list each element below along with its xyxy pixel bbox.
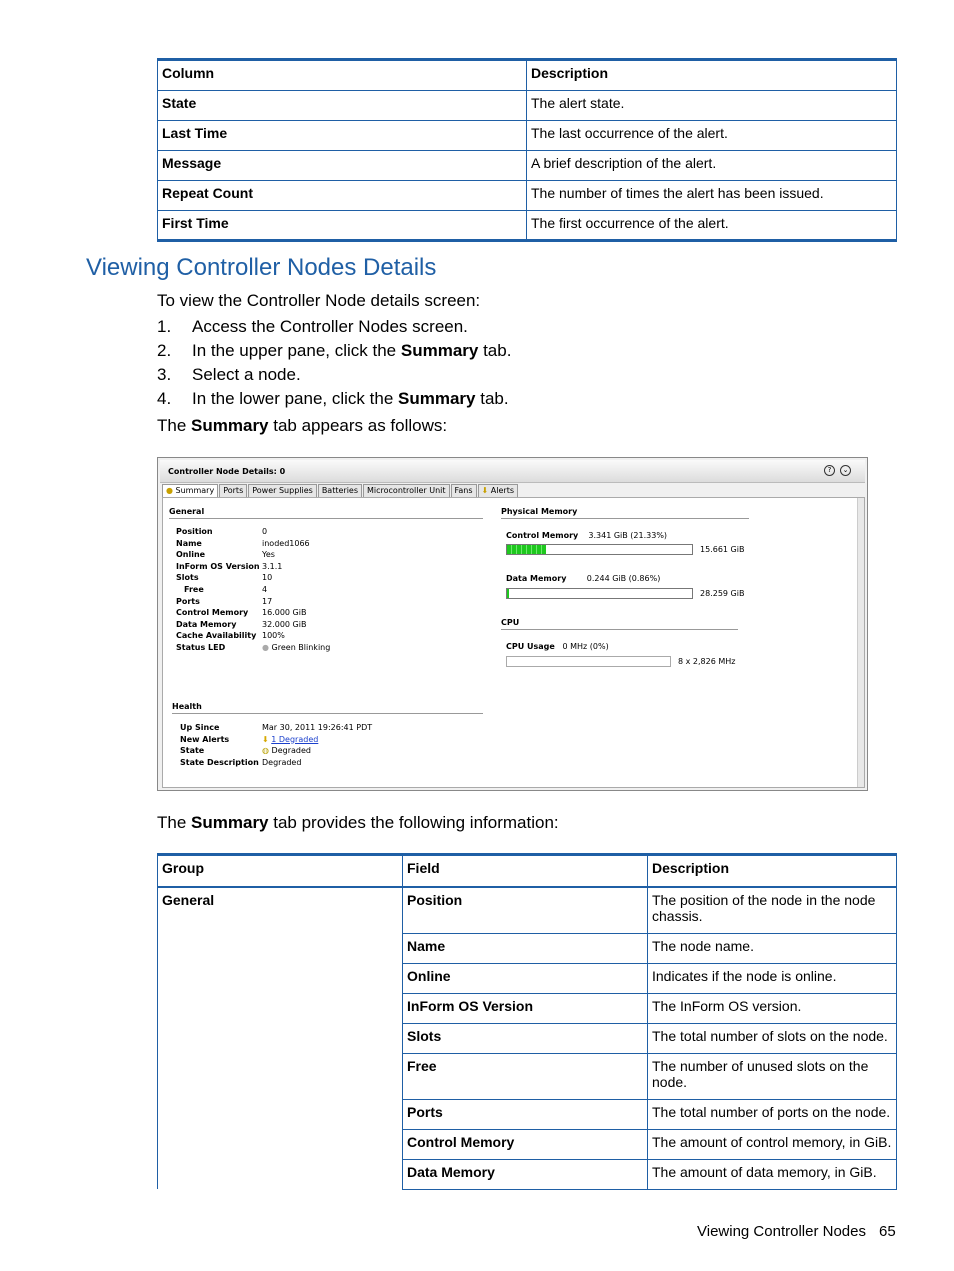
summary-fields-table xyxy=(157,853,897,1190)
list-item: 4. In the lower pane, click the Summary tab. xyxy=(157,389,509,408)
summary-panel xyxy=(162,497,865,788)
steps-list xyxy=(157,315,511,411)
tab-power-supplies: Power Supplies xyxy=(248,484,317,497)
description-cell: The total number of ports on the node. xyxy=(648,1099,897,1129)
header-cell: Group xyxy=(158,855,403,888)
control-memory-label: Control Memory 3.341 GiB (21.33%) xyxy=(506,531,668,540)
control-memory-total: 15.661 GiB xyxy=(700,545,745,554)
description-cell: The amount of data memory, in GiB. xyxy=(648,1159,897,1189)
data-memory-label: Data Memory 0.244 GiB (0.86%) xyxy=(506,574,661,583)
description-cell: The position of the node in the node chassis. xyxy=(648,887,897,933)
data-memory-total: 28.259 GiB xyxy=(700,589,745,598)
header-cell: Description xyxy=(527,60,897,91)
table-row xyxy=(158,887,897,933)
description-cell: The number of unused slots on the node. xyxy=(648,1053,897,1099)
field-cell: Last Time xyxy=(158,121,527,151)
description-cell: The last occurrence of the alert. xyxy=(527,121,897,151)
list-item: 1. Access the Controller Nodes screen. xyxy=(157,317,468,336)
description-cell: The amount of control memory, in GiB. xyxy=(648,1129,897,1159)
page-number: 65 xyxy=(879,1223,896,1240)
tab-batteries: Batteries xyxy=(318,484,362,497)
field-cell: Data Memory xyxy=(403,1159,648,1189)
table-row xyxy=(158,91,897,121)
section-title: Viewing Controller Nodes Details xyxy=(86,254,437,281)
scrollbar xyxy=(857,498,864,787)
field-cell: First Time xyxy=(158,211,527,241)
field-cell: Slots xyxy=(403,1023,648,1053)
intro-text: To view the Controller Node details screen: xyxy=(157,291,481,310)
table-header-row xyxy=(158,60,897,91)
header-cell: Field xyxy=(403,855,648,888)
screenshot-title: Controller Node Details: 0 xyxy=(168,467,286,476)
general-fields: Position 0 Name inoded1066 Online Yes InForm OS Version 3.1.1 Slots 10 Free 4 Ports 17 Control Memory 16.000 GiB Data Memory 32.000 GiB Cache Availability 100% Status LED ● Green Blinking xyxy=(176,527,331,652)
field-cell: Name xyxy=(403,933,648,963)
description-cell: The number of times the alert has been issued. xyxy=(527,181,897,211)
list-item: 3. Select a node. xyxy=(157,365,301,384)
description-cell: A brief description of the alert. xyxy=(527,151,897,181)
cpu-usage-bar xyxy=(506,656,671,667)
physical-memory-header: Physical Memory xyxy=(501,507,749,519)
tab-ports: Ports xyxy=(219,484,247,497)
health-header: Health xyxy=(172,702,483,714)
description-cell: The total number of slots on the node. xyxy=(648,1023,897,1053)
table-row xyxy=(158,181,897,211)
help-icon: ? xyxy=(824,465,835,476)
field-cell: Free xyxy=(403,1053,648,1099)
header-cell: Column xyxy=(158,60,527,91)
data-memory-bar xyxy=(506,588,693,599)
screenshot-tabs xyxy=(162,484,519,497)
provides-text: The Summary tab provides the following information: xyxy=(157,813,559,832)
tab-microcontroller-unit: Microcontroller Unit xyxy=(363,484,450,497)
table-header-row xyxy=(158,855,897,888)
general-header: General xyxy=(169,507,483,519)
tab-summary: ● Summary xyxy=(162,484,218,497)
warning-icon: ◍ xyxy=(262,746,269,756)
description-cell: Indicates if the node is online. xyxy=(648,963,897,993)
field-cell: Control Memory xyxy=(403,1129,648,1159)
group-cell: General xyxy=(158,887,403,1189)
list-item: 2. In the upper pane, click the Summary tab. xyxy=(157,341,512,360)
table-row xyxy=(158,211,897,241)
tab-fans: Fans xyxy=(451,484,477,497)
field-cell: Message xyxy=(158,151,527,181)
description-cell: The first occurrence of the alert. xyxy=(527,211,897,241)
field-cell: Repeat Count xyxy=(158,181,527,211)
summary-tab-screenshot xyxy=(157,457,868,791)
description-cell: The InForm OS version. xyxy=(648,993,897,1023)
alert-columns-table xyxy=(157,58,897,242)
field-cell: Online xyxy=(403,963,648,993)
table-row xyxy=(158,121,897,151)
field-cell: InForm OS Version xyxy=(403,993,648,1023)
cpu-total: 8 x 2,826 MHz xyxy=(678,657,736,666)
description-cell: The alert state. xyxy=(527,91,897,121)
tab-alerts: ⬇ Alerts xyxy=(478,484,518,497)
field-cell: Ports xyxy=(403,1099,648,1129)
description-cell: The node name. xyxy=(648,933,897,963)
cpu-usage-label: CPU Usage 0 MHz (0%) xyxy=(506,642,609,651)
footer-title: Viewing Controller Nodes xyxy=(697,1223,866,1240)
header-cell: Description xyxy=(648,855,897,888)
screenshot-titlebar xyxy=(160,460,865,483)
appears-text: The Summary tab appears as follows: xyxy=(157,416,448,435)
field-cell: State xyxy=(158,91,527,121)
collapse-icon: ⌄ xyxy=(840,465,851,476)
alert-icon: ⬇ xyxy=(262,734,269,744)
field-cell: Position xyxy=(403,887,648,933)
new-alerts-link: 1 Degraded xyxy=(271,734,319,744)
control-memory-bar xyxy=(506,544,693,555)
cpu-header: CPU xyxy=(501,618,738,630)
table-row xyxy=(158,151,897,181)
health-fields: Up Since Mar 30, 2011 19:26:41 PDT New Alerts ⬇ 1 Degraded State ◍ Degraded State Description Degraded xyxy=(180,723,373,767)
